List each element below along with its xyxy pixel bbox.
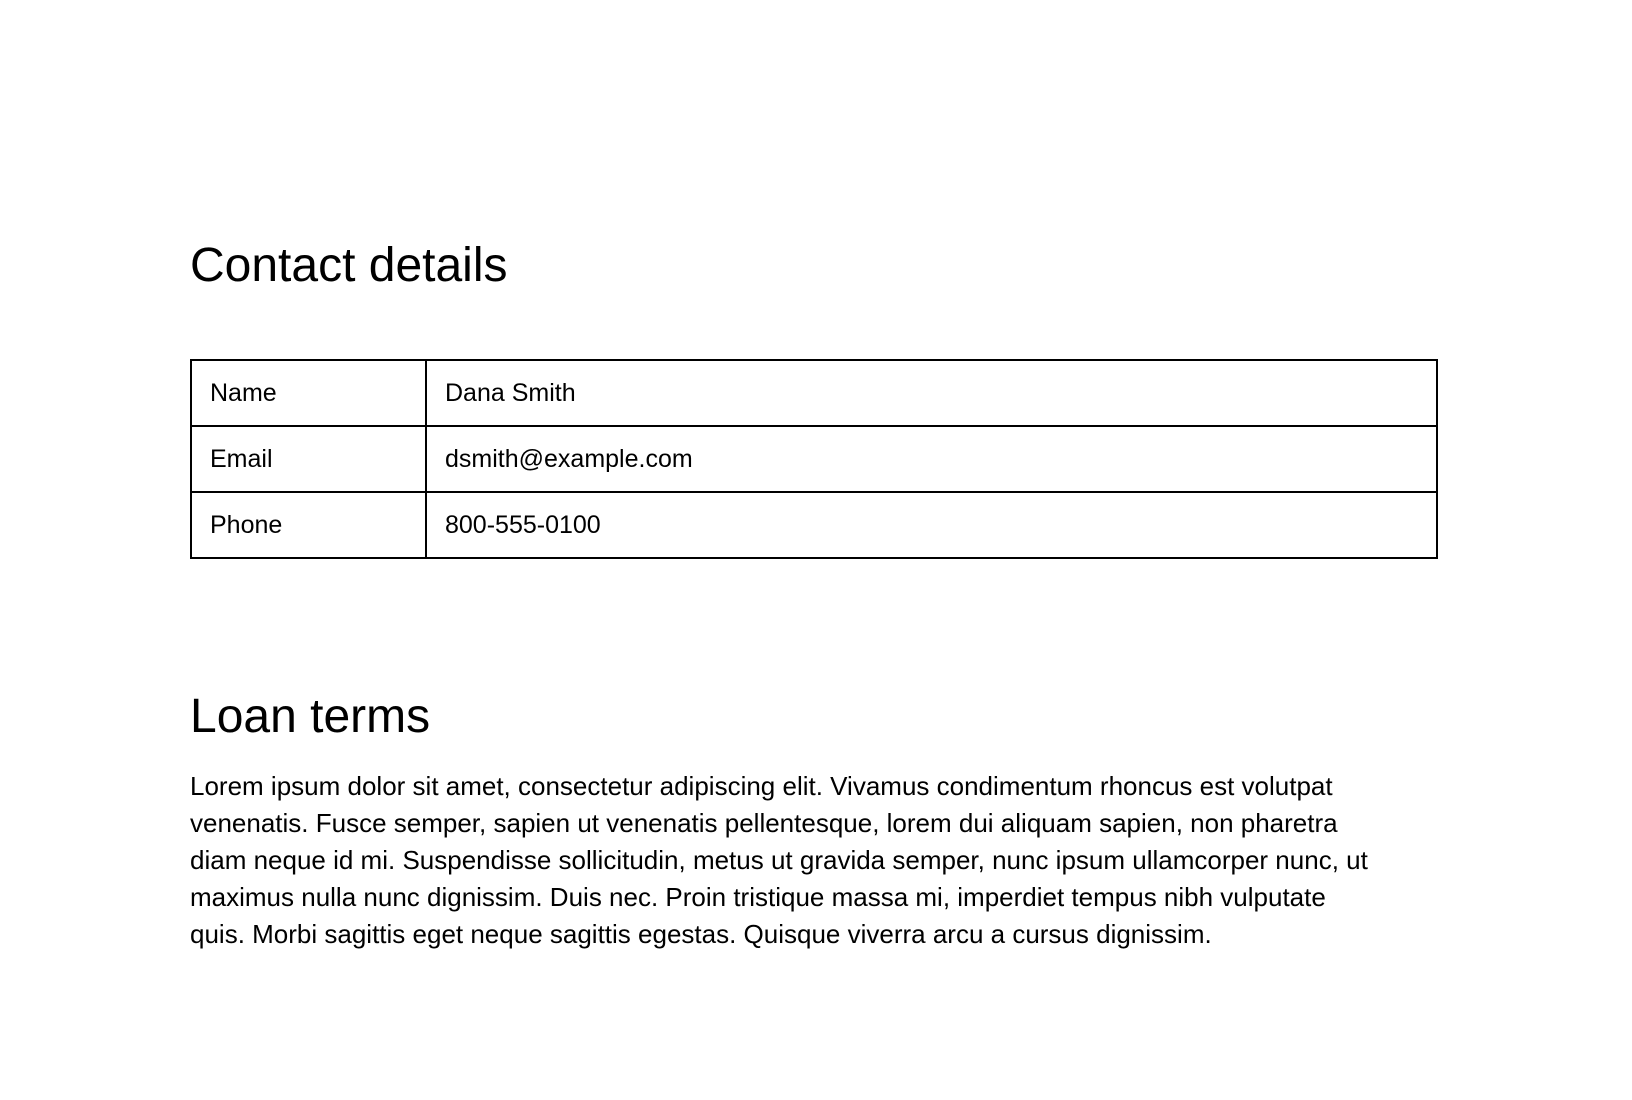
table-row — [191, 492, 1437, 558]
field-label: Email — [191, 426, 426, 492]
loan-terms-paragraph: Lorem ipsum dolor sit amet, consectetur adipiscing elit. Vivamus condimentum rhoncus est volutpat venenatis. Fusce semper, sapien ut venenatis pellentesque, lorem dui aliquam sapien, non pharetra diam neque id mi. Suspendisse sollicitudin, metus ut gravida semper, nunc ipsum ullamcorper nunc, ut maximus nulla nunc dignissim. Duis nec. Proin tristique massa mi, imperdiet tempus nibh vulputate quis. Morbi sagittis eget neque sagittis egestas. Quisque viverra arcu a cursus dignissim. — [190, 771, 1368, 950]
field-value: dsmith@example.com — [426, 426, 1437, 492]
field-label: Phone — [191, 492, 426, 558]
contact-table-body — [191, 360, 1437, 558]
loan-terms-heading: Loan terms — [190, 690, 431, 744]
contact-details-heading: Contact details — [190, 239, 508, 292]
table-row — [191, 426, 1437, 492]
field-value: Dana Smith — [426, 360, 1437, 426]
table-row — [191, 360, 1437, 426]
contact-details-table — [190, 359, 1438, 559]
field-label: Name — [191, 360, 426, 426]
field-value: 800-555-0100 — [426, 492, 1437, 558]
